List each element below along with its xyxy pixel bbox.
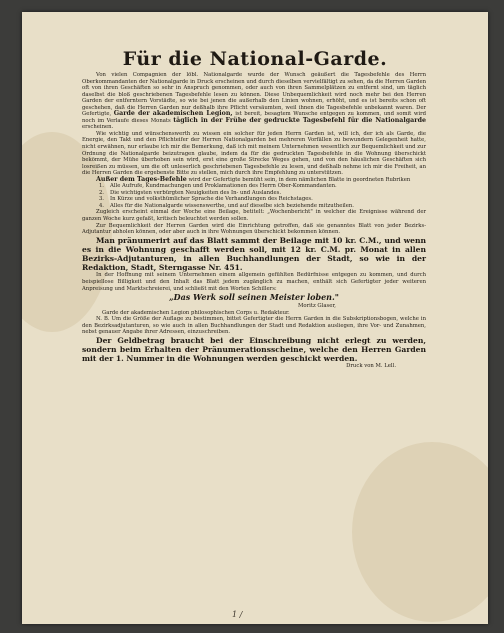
list-item: 3. In Kürze und volksthümlicher Sprache die Verhandlungen des Reichstages. — [98, 196, 313, 203]
list-item: 4. Alles für die Nationalgarde wissenswerthe, und auf dieselbe sich beziehende mitzutheilen. — [98, 202, 354, 209]
subscription-price: Man pränumerirt auf das Blatt sammt der Beilage mit 10 kr. C.M., und wenn es in die Wohnung geschafft werden soll, mit 12 kr. C.M. pr. Monat in allen Bezirks-Adjutanturen, in allen Buchhandlungen der Stadt, so wie in der Redaktion, Stadt, Sterngasse Nr. 451. — [82, 235, 426, 273]
signature-title: Garde der akademischen Legion philosophischen Corps u. Redakteur. — [102, 309, 290, 316]
schiller-quote: „Das Werk soll seinen Meister loben." — [169, 292, 339, 303]
supplement-paragraph: Zugleich erscheint einmal der Woche eine Beilage, betitelt: „Wochenbericht" in welcher die Ereignisse während der ganzen Woche kurz gefaßt, kritisch beleuchtet werden sollen. — [82, 209, 426, 223]
printer-imprint: Druck von M. Lell. — [346, 363, 396, 370]
paper-stain — [352, 442, 488, 622]
delivery-paragraph: Zur Bequemlichkeit der Herren Garden wird die Einrichtung getroffen, daß sie genanntes Blatt von jeder Bezirks-Adjutantur abholen können, oder aber auch in ihre Wohnungen überschickt bekommen können. — [82, 222, 426, 236]
content-paragraph: Außer dem Tages-Befehle wird der Gefertigte bemüht sein, in dem nämlichen Blatte in geordneten Rubriken — [96, 175, 411, 183]
daily-emphasis: täglich in der Frühe der gedruckte Tagesbefehl für die Nationalgarde — [173, 116, 426, 124]
intro-paragraph: Von vielen Compagnien der löbl. Nationalgarde wurde der Wunsch geäußert die Tagesbefehle des Herrn Oberkommandanten der Nationalgarde in Druck erscheinen und durch dieselben vervielfältigt zu sehen, da die Herren Garden oft von ihren Geschäften so sehr in Anspruch genommen, oder auch von ihren Sammelplätzen zu entfernt sind, um täglich daselbst die bloß geschriebenen Tagesbefehle lesen zu können. Diese Unbequemlichkeit wird noch mehr bei den Herren Garden der entferntern Vorstädte, so wie bei jenen die außerhalb den Linien wohnen, erhöht, und es ist bereits schon oft geschehen, daß die Herren Garden nur deßhalb ihre Pflicht versäumten, weil ihnen die Tagesbefehle unbekannt waren. Der Gefertigte, Garde der akademischen Legion, ist bereit, besagtem Wunsche entgegen zu kommen, und somit wird noch im Verlaufe dieses Monats täglich in der Frühe der gedruckte Tagesbefehl für die Nationalgarde erscheinen. — [82, 72, 427, 131]
importance-paragraph: Wie wichtig und wünschenswerth zu wissen ein solcher für jeden Herrn Garden ist, will ich, der ich als Garde, die Energie, den Takt und den Pflichteifer der Herren Nationalgarden bei mehreren Vorfällen zu bewundern Gelegenheit hatte, nicht erwähnen, nur erlaube ich mir die Bemerkung, daß ich mit meinem Unternehmen wesentlich zur Bequemlichkeit und zur Ordnung die Nationalgarde beizutragen glaube, indem da für die gedruckten Tagesbefehle in die Wohnung überschickt bekömmt, der Mühe überhoben sein wird, erst eine große Strecke Weges gehen, und von den häuslichen Geschäften sich losreißen zu müssen, um die oft unleserlich geschriebenen Tagesbefehle zu lesen, und deßhalb nehme ich mir die Freiheit, an die Herren Garden die ergebenste Bitte zu stellen, mich durch ihre Empfehlung zu unterstützen. — [82, 130, 426, 177]
payment-note: Der Geldbetrag braucht bei der Einschreibung nicht erlegt zu werden, sondern beim Erhalten der Pränumerationsscheine, welche den Herren Garden mit der 1. Nummer in die Wohnungen werden geschickt werden. — [82, 335, 426, 364]
list-item: 2. Die wichtigsten verbürgten Neuigkeiten des In- und Auslandes. — [98, 189, 282, 196]
document-title: Für die National-Garde. — [122, 48, 388, 70]
document-body — [82, 72, 426, 370]
handwritten-folio: 1 / — [232, 610, 243, 619]
closing-paragraph: In der Hoffnung mit seinem Unternehmen einem allgemein gefühlten Bedürfnisse entgegen zu kommen, und durch beispiellose Billigkeit und den Inhalt das Blatt jedem zugänglich zu machen, enthält sich Gefertigter jeder weiteren Anpreisung und Marktschreierei, und schließt mit den Worten Schillers: — [82, 272, 426, 292]
list-item: 1. Alle Aufrufe, Kundmachungen und Proklamationen des Herrn Ober-Kommandanten. — [98, 183, 337, 190]
printed-sheet — [22, 12, 488, 624]
legion-emphasis: Garde der akademischen Legion, — [113, 110, 233, 118]
signature-name: Moritz Glaser, — [297, 303, 336, 310]
nota-bene: N. B. Um die Größe der Auflage zu bestimmen, bittet Gefertigter die Herrn Garden in die Subskriptionsbogen, welche in den Bezirksadjutanturen, so wie auch in allen Buchhandlungen der Stadt und Redaktion ausliegen, ihre Vor- und Zunahmen, nebst genauer Angabe ihrer Adressen, einzuschreiben. — [82, 316, 426, 336]
